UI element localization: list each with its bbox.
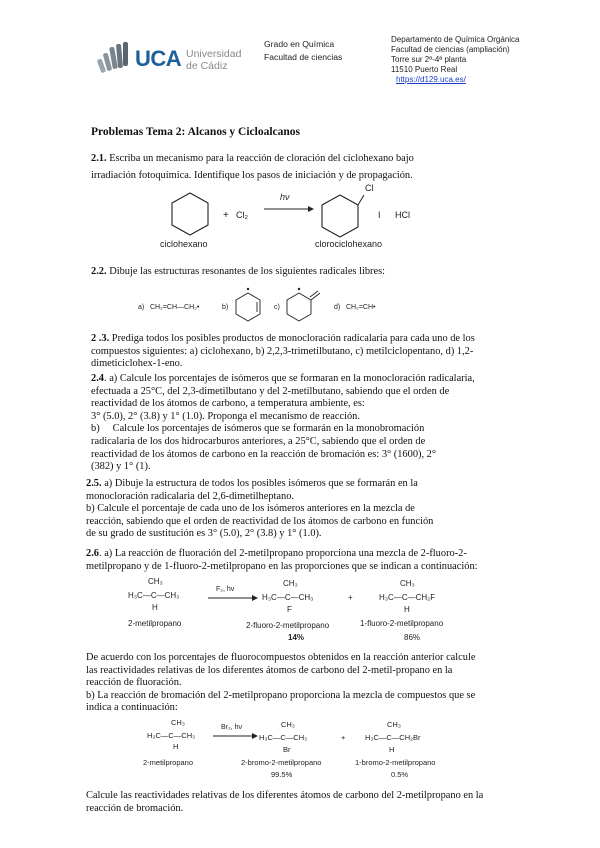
s3-prod1-ch3: CH₃ <box>283 579 298 588</box>
problem-2-1-text2: irradiación fotoquímica. Identifique los pasos de iniciación y de propagación. <box>91 170 413 181</box>
radical-c-label: c) <box>274 304 280 311</box>
header-department <box>391 35 520 85</box>
problem-2-4-line5: b) Calcule los porcentajes de isómeros que se formarán en la monobromación <box>91 423 425 435</box>
s3-pct1: 14% <box>288 633 305 642</box>
final-line2: reacción de bromación. <box>86 802 184 814</box>
s4-prod2-ch3: CH₃ <box>387 720 401 729</box>
s3-start-ch3: CH₃ <box>148 577 163 586</box>
s4-start-chain: H₃C—C—CH₃ <box>147 731 196 740</box>
s4-label-p1: 2-bromo-2-metilpropano <box>241 758 322 767</box>
problem-2-4 <box>91 373 531 474</box>
problem-2-1-number: 2.1. <box>91 153 107 164</box>
logo-mark-text: UCA <box>135 46 182 71</box>
s4-pct2: 0.5% <box>391 770 409 779</box>
s4-prod1-ch3: CH₃ <box>281 720 295 729</box>
problem-2-6-continuation <box>86 652 546 715</box>
radical-b-label: b) <box>222 304 229 311</box>
s4-start-h: H <box>173 742 179 751</box>
p26b-line2: las reactividades relativas de los diferentes átomos de carbono del 2-metil-propano en la <box>86 664 453 676</box>
problem-2-4-line2: efectuada a 25°C, del 2,3-dimetilbutano y del 2-metilbutano, sabiendo que el orden de <box>91 385 450 397</box>
p26b-line1: De acuerdo con los porcentajes de fluorocompuestos obtenidos en la reacción anterior calcule <box>86 652 476 663</box>
s4-prod2-sub: H <box>389 745 395 754</box>
s3-reagent: F₂, hν <box>216 586 235 593</box>
problem-2-4-line3: reactividad de los átomos de carbono, a temperatura ambiente, es: <box>91 398 365 410</box>
scheme1-plus2: I <box>378 210 381 220</box>
s3-prod1-sub: F <box>287 605 292 614</box>
problem-2-1 <box>91 150 521 184</box>
radical-d-formula: CH₂=CH• <box>346 304 376 311</box>
radical-d-label: d) <box>334 304 341 311</box>
dept-link[interactable]: https://d129.uca.es/ <box>396 75 466 84</box>
s4-prod2-chain: H₃C—C—CH₂Br <box>365 733 421 742</box>
scheme1-label-left: ciclohexano <box>160 239 208 249</box>
problem-2-2-number: 2.2. <box>91 266 107 277</box>
scheme1-cl2: Cl₂ <box>236 210 248 220</box>
s3-label-p2: 1-fluoro-2-metilpropano <box>360 619 444 628</box>
s4-reagent: Br₂, hν <box>221 724 242 731</box>
logo-university-line1: Universidad <box>186 48 242 60</box>
scheme-chlorination <box>160 185 480 255</box>
problem-2-3-line1: Prediga todos los posibles productos de monocloración radicalaria para cada uno de los <box>109 333 475 344</box>
radical-a-formula: CH₂=CH—CH₂• <box>150 304 200 311</box>
s3-prod2-chain: H₃C—C—CH₂F <box>379 593 436 602</box>
arrow-right-icon <box>264 205 314 213</box>
problem-2-4-line6: radicalaria de los dos hidrocarburos anteriores, a 25°C, sabiendo que el orden de <box>91 435 426 447</box>
header-faculty: Facultad de ciencias <box>264 52 343 62</box>
problem-2-4-number: 2.4 <box>91 373 104 384</box>
s4-prod1-chain: H₃C—C—CH₃ <box>259 733 308 742</box>
s3-start-chain: H₃C—C—CH₃ <box>128 591 180 600</box>
final-line1: Calcule las reactividades relativas de los diferentes átomos de carbono del 2-metilpropano en la <box>86 790 484 801</box>
methylenecyclohexyl-radical-icon <box>284 285 326 325</box>
problem-2-6-line2: metilpropano y de 1-fluoro-2-metilpropano en las proporciones que se indican a continuación: <box>86 560 478 572</box>
s3-prod2-ch3: CH₃ <box>400 579 415 588</box>
s4-plus: + <box>341 733 346 742</box>
s3-start-h: H <box>152 603 158 612</box>
problem-2-5-number: 2.5. <box>86 478 102 489</box>
s4-label-start: 2-metilpropano <box>143 758 194 767</box>
problem-2-4-line7: reactividad de los átomos de carbono en la reacción de bromación es: 3° (1600), 2° <box>91 448 437 460</box>
problem-2-5 <box>86 478 526 541</box>
dept-line1: Departamento de Química Orgánica <box>391 35 520 44</box>
problem-2-1-text1: Escriba un mecanismo para la reacción de cloración del ciclohexano bajo <box>106 153 414 164</box>
scheme-fluorination <box>128 577 508 647</box>
s4-pct1: 99.5% <box>271 770 293 779</box>
s3-pct2: 86% <box>404 633 421 642</box>
p26b-line4: b) La reacción de bromación del 2-metilpropano proporciona la mezcla de compuestos que se <box>86 689 476 701</box>
s3-prod1-chain: H₃C—C—CH₃ <box>262 593 314 602</box>
problem-2-5-line4: reacción, sabiendo que el orden de reactividad de los átomos de carbono en función <box>86 515 434 527</box>
dept-line2: Facultad de ciencias (ampliación) <box>391 45 510 54</box>
problem-2-3-line3: dimeticiclohex-1-eno. <box>91 358 183 370</box>
header-degree: Grado en Química <box>264 39 335 49</box>
problem-2-4-line8: (382) y 1° (1). <box>91 461 151 473</box>
scheme1-label-right: clorociclohexano <box>315 239 383 249</box>
arrow-right-icon <box>208 594 258 602</box>
arrow-right-icon <box>213 732 258 740</box>
problem-2-6 <box>86 548 546 573</box>
scheme1-cl: Cl <box>365 183 374 193</box>
problem-2-4-line1: . a) Calcule los porcentajes de isómeros que se formaran en la monocloración radicalaria, <box>104 373 475 384</box>
problem-2-3-line2: compuestos siguientes: a) ciclohexano, b) 2,2,3-trimetilbutano, c) metilciclopentano, d) 1,2- <box>91 345 474 357</box>
dept-line4: 11510 Puerto Real <box>391 65 458 74</box>
problem-2-3-number: 2 .3. <box>91 333 110 344</box>
s4-prod1-sub: Br <box>283 745 291 754</box>
dept-line3: Torre sur 2º-4ª planta <box>391 55 467 64</box>
final-question <box>86 790 546 815</box>
page-title: Problemas Tema 2: Alcanos y Cicloalcanos <box>91 126 301 138</box>
s3-prod2-sub: H <box>404 605 410 614</box>
logo-university-line2: de Cádiz <box>186 60 228 72</box>
problem-2-2 <box>91 266 385 279</box>
cyclohexane-icon <box>168 191 212 237</box>
s4-label-p2: 1-bromo-2-metilpropano <box>355 758 436 767</box>
s3-plus: + <box>348 593 353 602</box>
scheme-bromination <box>143 718 483 780</box>
uca-logo-mark-icon <box>97 41 133 75</box>
s4-start-ch3: CH₃ <box>171 718 185 727</box>
cyclohexenyl-radical-icon <box>233 287 263 325</box>
scheme1-hcl: HCl <box>395 210 410 220</box>
problem-2-4-line4: 3° (5.0), 2° (3.8) y 1° (1.0). Proponga el mecanismo de reacción. <box>91 410 360 422</box>
problem-2-5-line1: a) Dibuje la estructura de todos los posibles isómeros que se formarán en la <box>101 478 418 489</box>
scheme1-hv: hν <box>280 192 290 202</box>
uca-logo <box>97 41 247 77</box>
chlorocyclohexane-icon <box>318 187 370 239</box>
radical-a-label: a) <box>138 304 145 311</box>
problem-2-6-line1: . a) La reacción de fluoración del 2-metilpropano proporciona una mezcla de 2-fluoro-2- <box>99 548 467 559</box>
problem-2-6-number: 2.6 <box>86 548 99 559</box>
scheme-radicals <box>138 285 438 330</box>
scheme1-plus1: + <box>223 210 229 221</box>
p26b-line5: indica a continuación: <box>86 702 178 714</box>
problem-2-5-line2: monocloración radicalaria del 2,6-dimetilheptano. <box>86 490 295 502</box>
p26b-line3: reacción de fluoración. <box>86 677 182 689</box>
problem-2-5-line3: b) Calcule el porcentaje de cada uno de los isómeros anteriores en la mezcla de <box>86 503 415 515</box>
s3-label-p1: 2-fluoro-2-metilpropano <box>246 621 330 630</box>
problem-2-3 <box>91 333 531 371</box>
problem-2-5-line5: de su grado de sustitución es 3° (5.0), 2° (3.8) y 1° (1.0). <box>86 528 322 540</box>
s3-label-start: 2-metilpropano <box>128 619 182 628</box>
problem-2-2-text: Dibuje las estructuras resonantes de los siguientes radicales libres: <box>106 266 386 277</box>
